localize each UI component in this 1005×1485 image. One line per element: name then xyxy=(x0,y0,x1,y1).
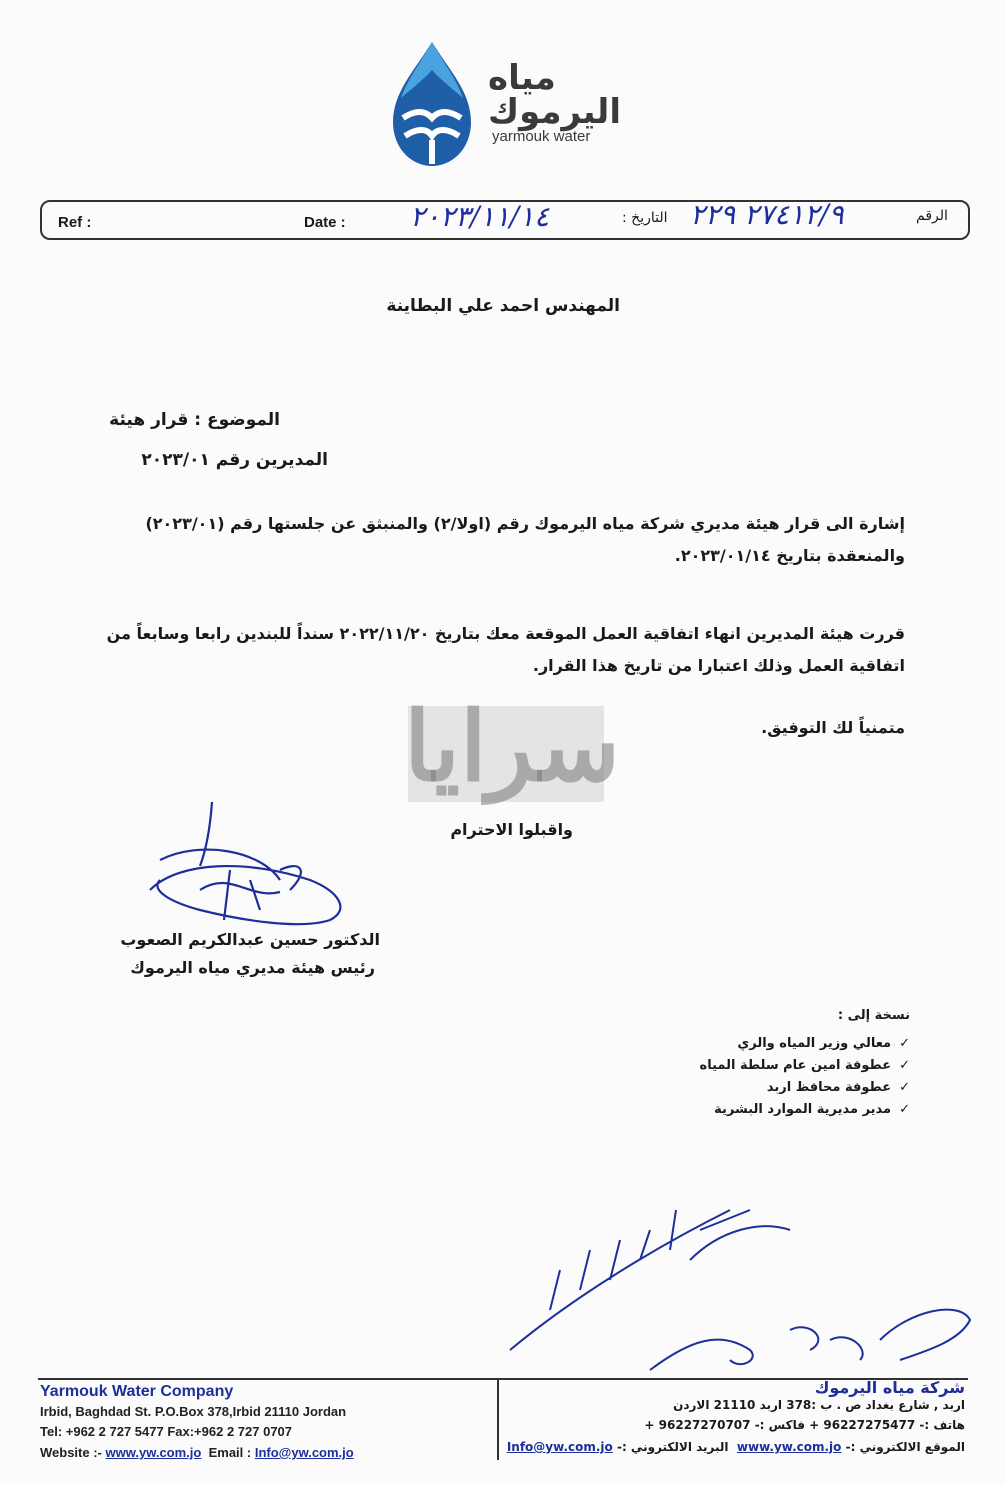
logo-name-ar-line2: اليرموك xyxy=(488,92,621,132)
subject-line1: الموضوع : قرار هيئة xyxy=(109,410,280,430)
check-icon: ✓ xyxy=(899,1036,910,1051)
copies-item: ✓عطوفة محافظ اربد xyxy=(766,1080,910,1095)
copies-title: نسخة إلى : xyxy=(837,1008,910,1023)
copies-item: ✓مدير مديرية الموارد البشرية xyxy=(714,1102,910,1117)
handwritten-scribble-icon xyxy=(490,1190,990,1380)
footer-web-en: Website :- www.yw.com.jo Email : Info@yw.com.jo xyxy=(40,1445,354,1460)
footer-address-en: Irbid, Baghdad St. P.O.Box 378,Irbid 21110 Jordan xyxy=(40,1404,347,1419)
footer-tel-en: Tel: +962 2 727 5477 Fax:+962 2 727 0707 xyxy=(40,1424,293,1439)
copies-item: ✓عطوفة امين عام سلطة المياه xyxy=(699,1058,910,1073)
closing-regards: واقبلوا الاحترام xyxy=(450,820,573,839)
date-value-handwritten: ٢٠٢٣/١١/١٤ xyxy=(410,200,550,233)
ref-label: Ref : xyxy=(58,214,92,231)
ref-label-ar: الرقم xyxy=(916,208,948,224)
logo-name-en: yarmouk water xyxy=(492,128,591,145)
footer-tel-ar: هاتف :- 96227275477 + فاكس :- 96227270707 + xyxy=(644,1418,965,1432)
body-paragraph-1: إشارة الى قرار هيئة مديري شركة مياه اليرموك رقم (اولا/٢) والمنبثق عن جلستها رقم (٢٠٢٣/٠١) والمنعقدة بتاريخ ٢٠٢٣/٠١/١٤. xyxy=(145,514,905,565)
footer-web-ar: الموقع الالكتروني :- www.yw.com.jo البريد الالكتروني :- Info@yw.com.jo xyxy=(506,1440,965,1454)
footer-company-en: Yarmouk Water Company xyxy=(40,1383,234,1400)
copies-item: ✓معالي وزير المياه والري xyxy=(737,1036,910,1051)
logo-name-ar-line1: مياه xyxy=(488,58,556,98)
yarmouk-water-logo-icon xyxy=(385,40,480,170)
date-label: Date : xyxy=(304,214,346,231)
check-icon: ✓ xyxy=(899,1102,910,1117)
email-link-ar[interactable]: Info@yw.com.jo xyxy=(506,1440,613,1454)
website-link[interactable]: www.yw.com.jo xyxy=(105,1445,202,1460)
ref-value-handwritten: ٢٧٤١٢/٩ ٢٢٩ xyxy=(690,198,844,231)
watermark-text: سرايا xyxy=(404,690,621,803)
website-link-ar[interactable]: www.yw.com.jo xyxy=(736,1440,842,1454)
date-label-ar: التاريخ : xyxy=(622,210,668,226)
body-paragraph-2: قررت هيئة المديرين انهاء اتفاقية العمل الموقعة معك بتاريخ ٢٠٢٢/١١/٢٠ سنداً للبندين رابعا وسابعاً من اتفاقية العمل وذلك اعتبارا من تاريخ هذا القرار. xyxy=(106,624,905,675)
signature-icon xyxy=(140,800,360,930)
signer-name: الدكتور حسين عبدالكريم الصعوب xyxy=(120,930,380,949)
subject-line2: المديرين رقم ٢٠٢٣/٠١ xyxy=(141,450,328,470)
email-link[interactable]: Info@yw.com.jo xyxy=(254,1445,354,1460)
closing-wish: متمنياً لك التوفيق. xyxy=(761,718,905,737)
check-icon: ✓ xyxy=(899,1058,910,1073)
footer-company-ar: شركة مياه اليرموك xyxy=(814,1378,965,1397)
addressee: المهندس احمد علي البطاينة xyxy=(386,296,620,316)
footer-column-divider xyxy=(497,1380,499,1460)
footer-address-ar: اربد , شارع بغداد ص . ب :378 اربد 21110 الاردن xyxy=(673,1398,965,1412)
check-icon: ✓ xyxy=(899,1080,910,1095)
signer-title: رئيس هيئة مديري مياه اليرموك xyxy=(130,958,375,977)
